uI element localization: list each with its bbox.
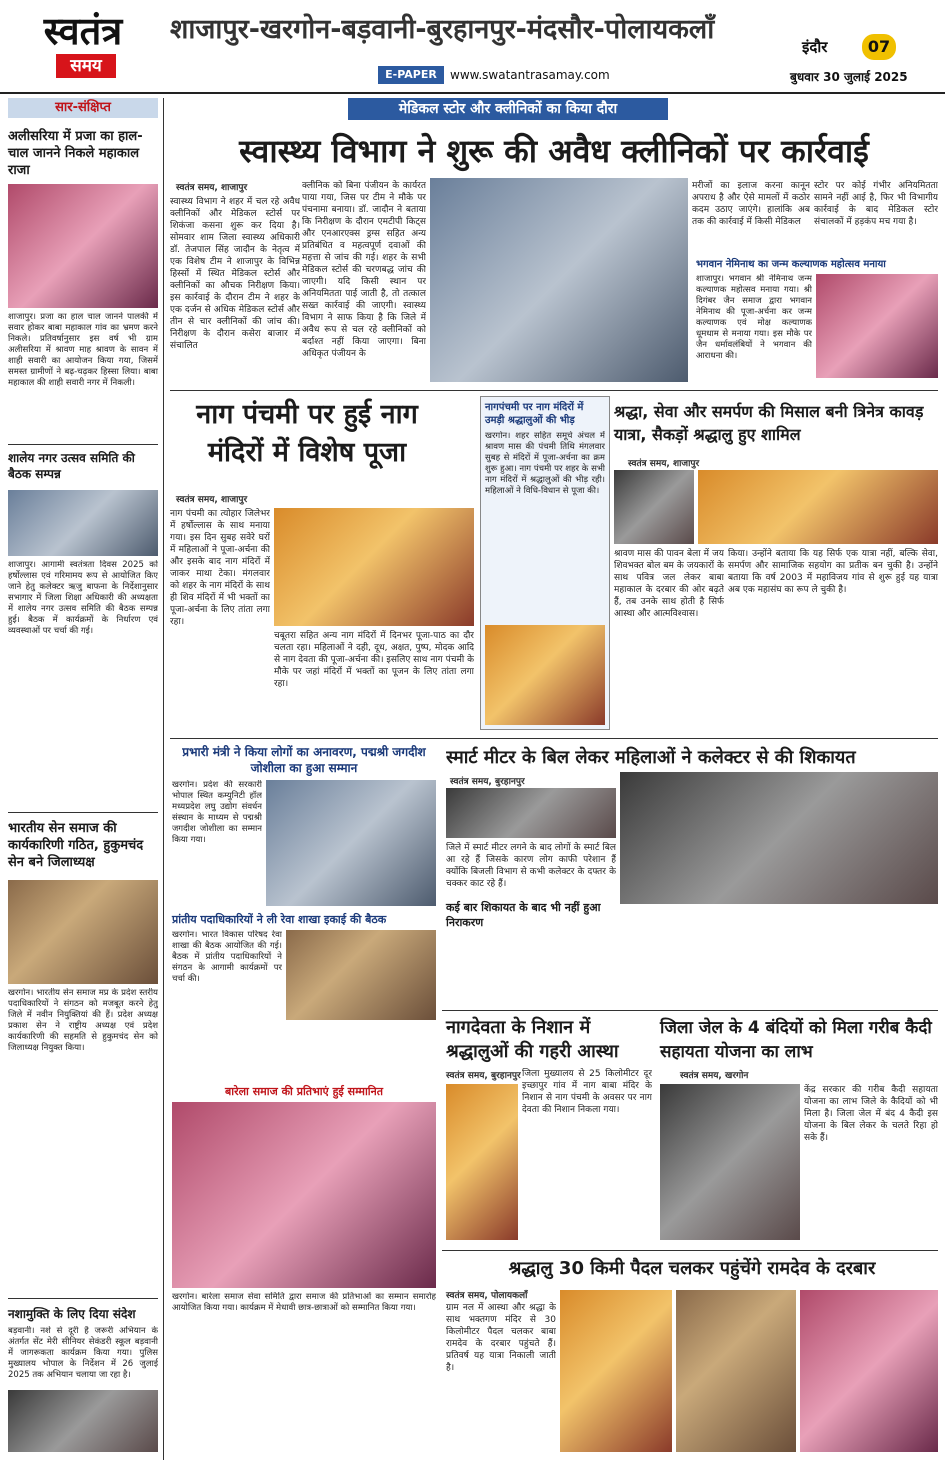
jail-photo (660, 1084, 800, 1240)
ramdev-body: ग्राम नल में आस्था और श्रद्धा के साथ भक्तगण मंदिर से 30 किलोमीटर पैदल चलकर बाबा रामदेव के दरबार पहुंचते हैं। प्रतिवर्ष यह यात्रा निकाली जाती है। (446, 1303, 556, 1373)
nagmandir-title: नागपंचमी पर नाग मंदिरों में उमड़ी श्रद्धालुओं की भीड़ (485, 402, 584, 426)
brief-body-3: खरगोन। भारतीय सेन समाज मप्र के प्रदेश स्तरीय पदाधिकारियों ने संगठन को मजबूत करने हेतु जिले में नवीन नियुक्तियां की हैं। प्रदेश अध्यक्ष प्रकाश सेन ने राष्ट्रीय अध्यक्ष एवं प्रदेश कार्यकारिणी की सहमति से हुकुमचंद सेन को जिलाध्यक्ष नियुक्त किया। (8, 988, 158, 1053)
section-divider (170, 738, 938, 739)
smartmeter-subhead: कई बार शिकायत के बाद भी नहीं हुआ निराकरण (446, 901, 601, 929)
brief-body-4: बड़वानी। नशे से दूरी है जरूरी अभियान के अंतर्गत सेंट मेरी सीनियर सेकंडरी स्कूल बड़वानी में जागरूकता कार्यक्रम किया गया। पुलिस मुख्यालय भोपाल के निर्देशन में 26 जुलाई 2025 तक अभियान चलाया जा रहा है। (8, 1326, 158, 1380)
barela-title: बारेला समाज की प्रतिभाएं हुई सम्मानित (224, 1085, 384, 1098)
barela-photo (172, 1102, 436, 1288)
lead-byline: स्वतंत्र समय, शाजापुर (176, 183, 248, 193)
smartmeter-photo-small (446, 788, 616, 838)
nagpanchami-body: नाग पंचमी का त्योहार जिलेभर में हर्षोल्लास के साथ मनाया गया। इस दिन सुबह सवेरे घरों में महिलाओं ने पूजा-अर्चना की और इसके बाद नाग मंदिरों में जाकर माथा टेका। मंगलवार को शहर के नाग मंदिरों के साथ ही शिव मंदिरों में भी भक्तों का पूजा-अर्चना के लिए तांता लगा रहा। (170, 509, 270, 627)
sidebar-brief (8, 98, 158, 1460)
kavad-body-2: किया। उन्होंने बताया कि यह सिर्फ एक यात्रा नहीं, बल्कि सेवा, समर्पण और सामाजिक सहयोग का प्रतीक बन चुकी है। उन्होंने बताया कि वर्ष 2003 में महाविजय गांव से शुरू हुई यह यात्रा अब एक महासंघ का रूप ले चुकी है। (728, 549, 938, 595)
bhagwan-photo (816, 274, 938, 378)
pratinidhi-body: खरगोन। भारत विकास परिषद रेवा शाखा की बैठक आयोजित की गई। बैठक में प्रांतीय पदाधिकारियों ने संगठन के आगामी कार्यक्रमों पर चर्चा की। (172, 930, 282, 984)
brief-title-1: अलीसरिया में प्रजा का हाल-चाल जानने निकले महाकाल राजा (8, 129, 143, 178)
lead-column-4: स्टोर पर कोई गंभीर अनियमितता सामने नहीं आई है, फिर भी विभागीय कार्रवाई के बाद मेडिकल स्टोर संचालकों में हड़कंप मच गया है। (814, 181, 938, 227)
brief-body-1: शाजापुर। प्रजा का हाल चाल जानने पालकी में सवार होकर बाबा महाकाल गांव का भ्रमण करने निकले। प्रतिवर्षानुसार इस वर्ष भी ग्राम अलीसरिया में श्रावण माह श्रावण के सावन में शाही सवारी का आयोजन किया गया, जिसमें समस्त ग्रामीणों ने बढ़-चढ़कर हिस्सा लिया। बाबा महाकाल की शाही सवारी नगर में निकली। (8, 312, 158, 388)
nagpanchami-photo (274, 508, 474, 626)
nagdevta-headline: नागदेवता के निशान में श्रद्धालुओं की गहरी आस्था (446, 1017, 619, 1062)
ramdev-photo-3 (800, 1290, 938, 1452)
section-divider (442, 1010, 938, 1011)
nagpanchami-headline: नाग पंचमी पर हुई नाग मंदिरों में विशेष पूजा (196, 399, 418, 468)
newspaper-logo (18, 10, 148, 82)
ramdev-photo-2 (676, 1290, 796, 1452)
bhagwan-body: शाजापुर। भगवान श्री नेमिनाथ जन्म कल्याणक महोत्सव मनाया गया। श्री दिगंबर जैन समाज द्वारा भगवान नेमिनाथ की पूजा-अर्चना कर जन्म कल्याणक एवं मोक्ष कल्याणक धूमधाम से मनाया गया। इस मौके पर जैन धर्मावलंबियों ने भगवान की आराधना की। (696, 274, 812, 361)
kavad-body: श्रावण मास की पावन बेला में जय शिवभक्त बोल बम के जयकारों के साथ पवित्र जल लेकर बाबा महाकाल के दरबार की ओर बढ़ते हैं, तब उनके साथ होती है सिर्फ आस्था और आत्मविश्वास। (614, 549, 724, 619)
nagpanchami-body-2: चबूतरा सहित अन्य नाग मंदिरों में दिनभर पूजा-पाठ का दौर चलता रहा। महिलाओं ने दही, दूध, अक्षत, पुष्प, मोदक आदि से नाग देवता की पूजा-अर्चना की। इसलिए साथ नाग पंचमी के मौके पर जहां मंदिरों में भक्तों का पूजन के लिए तांता लगा रहा। (274, 631, 474, 689)
nagmandir-photo (485, 625, 605, 725)
pratinidhi-title: प्रांतीय पदाधिकारियों ने ली रेवा शाखा इकाई की बैठक (172, 913, 387, 926)
prabhari-title: प्रभारी मंत्री ने किया लोगों का अनावरण, पद्मश्री जगदीश जोशीला का हुआ सम्मान (182, 745, 426, 775)
website-link[interactable]: www.swatantrasamay.com (450, 68, 610, 82)
lead-column-2: क्लीनिक को बिना पंजीयन के कार्यरत पाया गया, जिस पर टीम ने मौके पर पंचनामा बनाया। डॉ. जादौन ने बताया कि निरीक्षण के दौरान एमटीपी किट्स और एनआरएक्स ड्रग्स सहित अन्य प्रतिबंधित व महत्वपूर्ण दवाओं की महत्ता से जांच की गई। शहर के सभी मेडिकल स्टोर्स की चरणबद्ध जांच की जाएगी। यदि किसी स्थान पर अनियमितता पाई जाती है, तो तत्काल सख्त कार्रवाई की जाएगी। स्वास्थ्य विभाग ने साफ किया है कि जिले में अवैध रूप से चल रहे क्लीनिकों को बर्दाश्त नहीं किया जाएगा। बिना अधिकृत पंजीयन के (302, 181, 426, 359)
brief-photo-3 (8, 880, 158, 984)
divider (8, 444, 158, 445)
section-divider (442, 1250, 938, 1251)
nagdevta-body: जिला मुख्यालय से 25 किलोमीटर दूर इच्छापुर गांव में नाग बाबा मंदिर के निशान से नाग पंचमी के अवसर पर नाग देवता की निशान निकला गया। (522, 1069, 652, 1115)
brief-photo-2 (8, 490, 158, 556)
divider (8, 812, 158, 813)
jail-body: केंद्र सरकार की गरीब कैदी सहायता योजना का लाभ जिले के कैदियों को भी मिला है। जिला जेल में बंद 4 कैदी इस योजना के बिल लेकर के चलते रिहा हो सके हैं। (804, 1085, 938, 1143)
kavad-photo-small (614, 470, 694, 544)
sidebar-band: सार-संक्षिप्त (8, 98, 158, 118)
brief-title-3: भारतीय सेन समाज की कार्यकारिणी गठित, हुकुमचंद सेन बने जिलाध्यक्ष (8, 821, 144, 870)
masthead (0, 0, 945, 94)
smartmeter-headline: स्मार्ट मीटर के बिल लेकर महिलाओं ने कलेक्टर से की शिकायत (446, 747, 856, 768)
pratinidhi-photo (286, 930, 436, 1020)
nagdevta-byline: स्वतंत्र समय, बुरहानपुर (446, 1071, 521, 1081)
logo-bottom-text: समय (56, 54, 116, 78)
brief-body-2: शाजापुर। आगामी स्वतंत्रता दिवस 2025 को हर्षोल्लास एवं गरिमामय रूप से आयोजित किए जाने हेतु कलेक्टर ऋजु बाफना के निर्देशानुसार सभागार में जिला शिक्षा अधिकारी की अध्यक्षता में शालेय नगर उत्सव समिति की बैठक सम्पन्न हुई। बैठक में कार्यक्रमों के निर्धारण एवं व्यवस्थाओं पर चर्चा की गई। (8, 560, 158, 636)
nagdevta-photo (446, 1084, 518, 1240)
ramdev-byline: स्वतंत्र समय, पोलायकलाँ (446, 1291, 528, 1301)
ramdev-photo-1 (560, 1290, 672, 1452)
jail-byline: स्वतंत्र समय, खरगोन (680, 1071, 749, 1081)
kavad-photo (698, 470, 938, 544)
prabhari-body: खरगोन। प्रदेश की सरकारी भोपाल स्थित कम्युनिटी हॉल मध्यप्रदेश लघु उद्योग संवर्धन संस्थान के माध्यम से पद्मश्री जगदीश जोशीला का सम्मान किया गया। (172, 780, 262, 845)
smartmeter-photo (620, 772, 938, 904)
lead-column-1: स्वास्थ्य विभाग ने शहर में चल रहे अवैध क्लीनिकों और मेडिकल स्टोर्स पर शिकंजा कसना शुरू कर दिया है। सोमवार शाम जिला स्वास्थ्य अधिकारी डॉ. तेजपाल सिंह जादौन के नेतृत्व में एक विशेष टीम ने शाजापुर के विभिन्न हिस्सों में स्थित मेडिकल स्टोर्स और क्लीनिकों का औचक निरीक्षण किया। इस कार्रवाई के दौरान टीम ने शहर के एक दर्जन से अधिक मेडिकल स्टोर्स और तीन से चार क्लीनिकों की जांच की। निरीक्षण के दौरान कसेरा बाजार में संचालित (170, 197, 300, 351)
lead-banner: मेडिकल स्टोर और क्लीनिकों का किया दौरा (348, 98, 668, 120)
logo-top-text: स्वतंत्र (43, 8, 123, 53)
brief-photo-4 (8, 1390, 158, 1452)
kavad-headline: श्रद्धा, सेवा और समर्पण की मिसाल बनी त्रिनेत्र कावड़ यात्रा, सैकड़ों श्रद्धालु हुए शामिल (614, 402, 924, 444)
smartmeter-byline: स्वतंत्र समय, बुरहानपुर (450, 777, 525, 787)
brief-title-4: नशामुक्ति के लिए दिया संदेश (8, 1307, 136, 1321)
divider (8, 1298, 158, 1299)
page-number: 07 (862, 34, 896, 60)
jail-headline: जिला जेल के 4 बंदियों को मिला गरीब कैदी सहायता योजना का लाभ (660, 1018, 932, 1062)
edition-city: इंदौर (802, 38, 828, 56)
lead-column-3: मरीजों का इलाज करना कानून अपराध है और ऐसे मामलों में कठोर कदम उठाए जाएंगे। हालांकि अब तक की कार्रवाई में किसी मेडिकल (692, 181, 810, 227)
kavad-byline: स्वतंत्र समय, शाजापुर (628, 459, 700, 469)
lead-photo (430, 178, 688, 382)
bhagwan-title: भगवान नेमिनाथ का जन्म कल्याणक महोत्सव मनाया (696, 259, 886, 270)
barela-body: खरगोन। बारेला समाज सेवा समिति द्वारा समाज की प्रतिभाओं का सम्मान समारोह आयोजित किया गया। कार्यक्रम में मेधावी छात्र-छात्राओं को सम्मानित किया गया। (172, 1292, 436, 1313)
nagmandir-body: खरगोन। शहर सहित समूचे अंचल में श्रावण मास की पंचमी तिथि मंगलवार सुबह से मंदिरों में पूजा-अर्चना का क्रम शुरू हुआ। नाग पंचमी पर शहर के सभी नाग मंदिरों में श्रद्धालुओं की भीड़ रही। महिलाओं ने विधि-विधान से पूजा की। (485, 431, 605, 496)
district-list: शाजापुर-खरगोन-बड़वानी-बुरहानपुर-मंदसौर-पोलायकलाँ (170, 14, 715, 45)
brief-title-2: शालेय नगर उत्सव समिति की बैठक सम्पन्न (8, 451, 135, 481)
ramdev-headline: श्रद्धालु 30 किमी पैदल चलकर पहुंचेंगे रामदेव के दरबार (508, 1258, 876, 1279)
edition-date: बुधवार 30 जुलाई 2025 (790, 70, 908, 84)
nagpanchami-byline: स्वतंत्र समय, शाजापुर (176, 495, 248, 505)
section-divider (170, 390, 938, 391)
epaper-label: E-PAPER (378, 66, 444, 84)
prabhari-photo (266, 780, 436, 906)
brief-photo-1 (8, 184, 158, 308)
smartmeter-body: जिले में स्मार्ट मीटर लगने के बाद लोगों के स्मार्ट बिल आ रहे हैं जिसके कारण लोग काफी परेशान हैं क्योंकि बिजली विभाग से कभी कलेक्टर के दफ्तर के चक्कर काट रहे हैं। (446, 843, 616, 889)
column-divider (163, 98, 164, 1460)
nagmandir-box (480, 396, 610, 730)
lead-headline: स्वास्थ्य विभाग ने शुरू की अवैध क्लीनिकों पर कार्रवाई (239, 132, 869, 170)
